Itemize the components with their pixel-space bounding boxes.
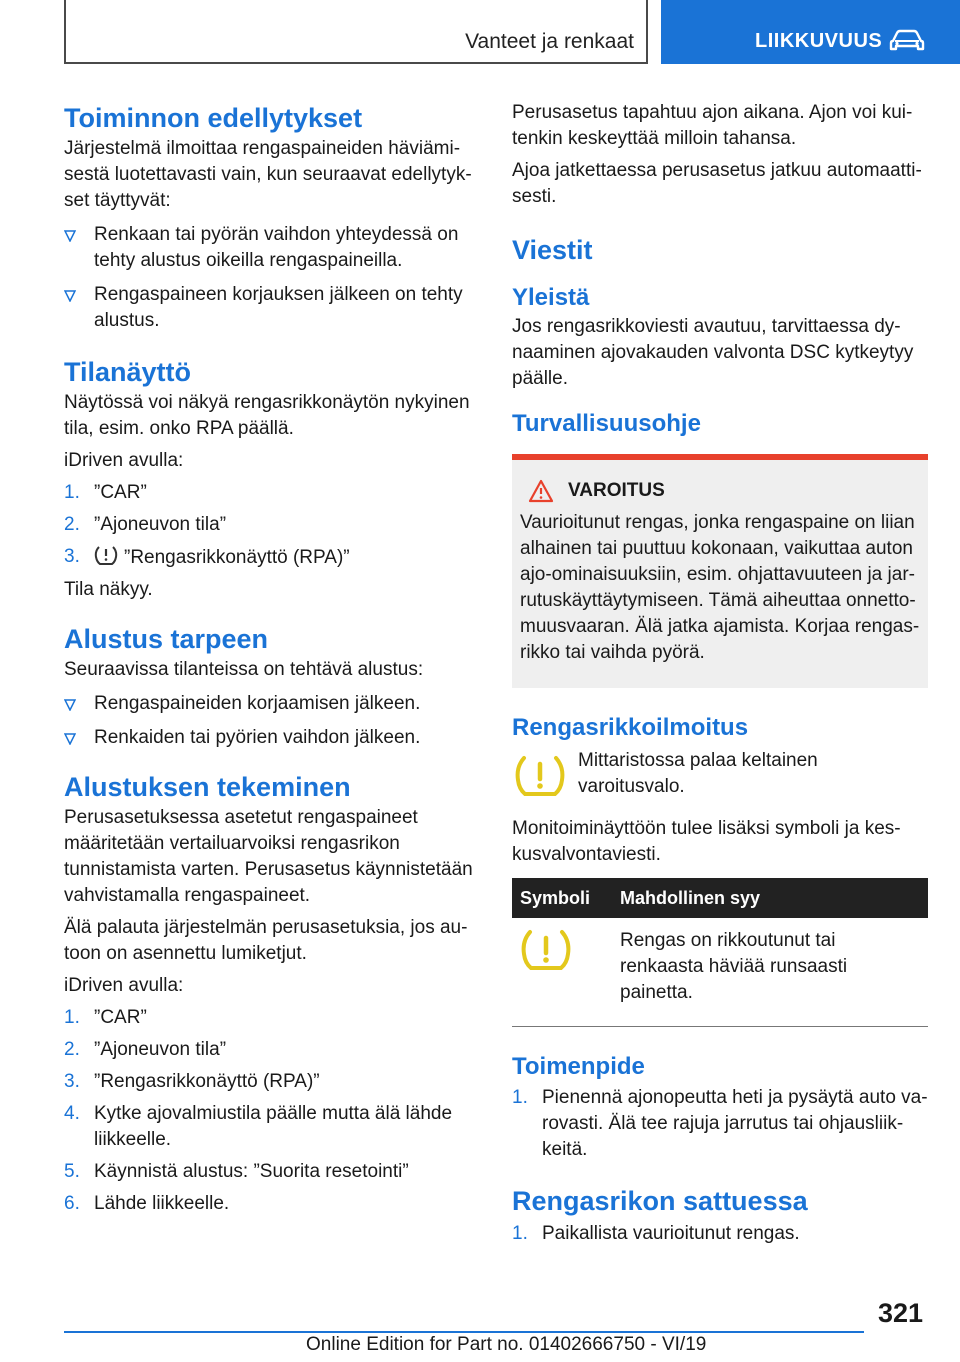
list-item-text: Rengaspaineen korjauksen jälkeen on tehty alustus. <box>94 284 463 331</box>
heading-action: Toimenpide <box>512 1053 645 1080</box>
idrive-label: iDriven avulla: <box>64 450 184 471</box>
warning-text: Vaurioitunut rengas, jonka rengaspaine on liian alhainen tai puuttuu kokonaan, vaikuttaa auton ajo-ominaisuuksiin, esim. ohjattavuuteen ja jarrutuskäyttäytymiseen. Tämä aiheuttaa onnettomuusvaaran. Älä jatka ajamista. Korjaa rengasrikko tai vaihda pyörä. <box>520 512 920 663</box>
step-number: 4. <box>64 1103 80 1124</box>
prereq-list <box>64 222 476 334</box>
step-number: 1. <box>64 482 80 503</box>
triangle-bullet-icon <box>64 290 76 302</box>
warning-title: VAROITUS <box>568 480 665 501</box>
step-item <box>64 1069 476 1095</box>
heading-status: Tilanäyttö <box>64 357 192 387</box>
step-item <box>64 480 476 506</box>
general-text: Jos rengasrikkoviesti avautuu, tarvittaessa dynaaminen ajovakauden valvonta DSC kytkeytyy päälle. <box>512 316 914 389</box>
step-item <box>64 1005 476 1031</box>
triangle-bullet-icon <box>64 230 76 242</box>
prereq-text: Järjestelmä ilmoittaa rengaspaineiden häviämisestä luotettavasti vain, kun seuraavat edellytykset täyttyvät: <box>64 138 472 211</box>
heading-safety: Turvallisuusohje <box>512 410 701 437</box>
step-text: ”Ajoneuvon tila” <box>94 1039 227 1060</box>
reset-needed-list <box>64 691 476 751</box>
continuation-text-1: Perusasetus tapahtuu ajon aikana. Ajon voi kuitenkin keskeyttää milloin tahansa. <box>512 102 913 149</box>
step-text: Kytke ajovalmiustila päälle mutta älä lähde liikkeelle. <box>94 1103 453 1150</box>
heading-general: Yleistä <box>512 284 590 311</box>
list-item <box>64 691 476 717</box>
step-text: Paikallista vaurioitunut rengas. <box>542 1223 800 1244</box>
notification-row <box>512 748 928 812</box>
action-steps <box>512 1085 928 1163</box>
status-text: Näytössä voi näkyä rengasrikkonäytön nykyinen tila, esim. onko RPA päällä. <box>64 392 470 439</box>
column-header-symbol: Symboli <box>512 878 612 918</box>
warning-triangle-icon <box>528 479 554 503</box>
footer-divider <box>64 1331 864 1333</box>
chapter-title: LIIKKUVUUS <box>755 30 883 52</box>
warning-title-row <box>520 478 922 504</box>
triangle-bullet-icon <box>64 699 76 711</box>
step-text: Lähde liikkeelle. <box>94 1193 230 1214</box>
step-item <box>64 1159 476 1185</box>
step-item <box>512 1085 928 1163</box>
triangle-bullet-icon <box>64 733 76 745</box>
step-number: 3. <box>64 546 80 567</box>
flat-steps <box>512 1221 928 1247</box>
heading-doing-reset: Alustuksen tekeminen <box>64 772 351 802</box>
page-number: 321 <box>878 1298 924 1328</box>
notification-text: Mittaristossa palaa keltainen varoitusvalo. <box>578 750 818 797</box>
heading-flat-tire: Rengasrikon sattuessa <box>512 1186 808 1216</box>
car-icon <box>889 29 925 51</box>
doing-steps <box>64 1005 476 1217</box>
idrive-label: iDriven avulla: <box>64 975 184 996</box>
header-section-box <box>64 0 648 64</box>
table-row <box>512 918 928 1027</box>
status-steps <box>64 480 476 571</box>
list-item <box>64 725 476 751</box>
step-number: 1. <box>512 1223 528 1244</box>
header-chapter-box <box>661 0 960 64</box>
step-text: ”Rengasrikkonäyttö (RPA)” <box>124 547 350 568</box>
step-item <box>64 1191 476 1217</box>
left-column <box>64 100 476 1217</box>
heading-reset-needed: Alustus tarpeen <box>64 624 269 654</box>
step-text: ”CAR” <box>94 482 147 503</box>
column-header-cause: Mahdollinen syy <box>612 878 928 918</box>
section-title: Vanteet ja renkaat <box>465 30 634 53</box>
step-item <box>64 544 476 571</box>
right-column <box>512 100 928 1247</box>
list-item <box>64 282 476 334</box>
continuation-text-2: Ajoa jatkettaessa perusasetus jatkuu automaattisesti. <box>512 160 922 207</box>
step-number: 3. <box>64 1071 80 1092</box>
step-text: ”CAR” <box>94 1007 147 1028</box>
doing-text-1: Perusasetuksessa asetetut rengaspaineet määritetään vertailuarvoiksi rengasrikon tunnistamista varten. Perusasetus käynnistetään vahvistamalla rengaspaineet. <box>64 807 473 906</box>
step-text: Pienennä ajonopeutta heti ja pysäytä auto varovasti. Älä tee rajuja jarrutus tai ohjausliikkeitä. <box>542 1087 928 1160</box>
heading-prerequisites: Toiminnon edellytykset <box>64 103 363 133</box>
step-number: 5. <box>64 1161 80 1182</box>
tpms-warning-icon <box>520 928 572 972</box>
doing-text-2: Älä palauta järjestelmän perusasetuksia, jos autoon on asennettu lumiketjut. <box>64 917 468 964</box>
step-text: ”Ajoneuvon tila” <box>94 514 227 535</box>
edition-text: Online Edition for Part no. 01402666750 - VI/19 <box>306 1334 707 1355</box>
step-number: 1. <box>512 1087 528 1108</box>
list-item-text: Rengaspaineiden korjaamisen jälkeen. <box>94 693 421 714</box>
heading-messages: Viestit <box>512 235 593 265</box>
step-item <box>64 1037 476 1063</box>
step-number: 6. <box>64 1193 80 1214</box>
tpms-icon <box>94 544 118 566</box>
step-item <box>64 1101 476 1153</box>
list-item <box>64 222 476 274</box>
status-after: Tila näkyy. <box>64 579 153 600</box>
step-text: Käynnistä alustus: ”Suorita resetointi” <box>94 1161 409 1182</box>
notification-text-2: Monitoiminäyttöön tulee lisäksi symboli ja keskusvalvontaviesti. <box>512 818 901 865</box>
symbol-table <box>512 878 928 1027</box>
step-number: 1. <box>64 1007 80 1028</box>
table-header-row <box>512 878 928 918</box>
step-number: 2. <box>64 514 80 535</box>
reset-needed-text: Seuraavissa tilanteissa on tehtävä alustus: <box>64 659 424 680</box>
warning-box <box>512 460 928 688</box>
step-text: ”Rengasrikkonäyttö (RPA)” <box>94 1071 320 1092</box>
step-item <box>512 1221 928 1247</box>
heading-notification: Rengasrikkoilmoitus <box>512 714 749 741</box>
cause-cell: Rengas on rikkoutunut tai renkaasta häviää runsaasti painetta. <box>612 918 928 1027</box>
list-item-text: Renkaan tai pyörän vaihdon yhteydessä on tehty alustus oikeilla rengaspaineilla. <box>94 224 459 271</box>
list-item-text: Renkaiden tai pyörien vaihdon jälkeen. <box>94 727 421 748</box>
step-item <box>64 512 476 538</box>
tpms-warning-icon <box>514 754 566 798</box>
step-number: 2. <box>64 1039 80 1060</box>
symbol-cell <box>512 918 612 1027</box>
